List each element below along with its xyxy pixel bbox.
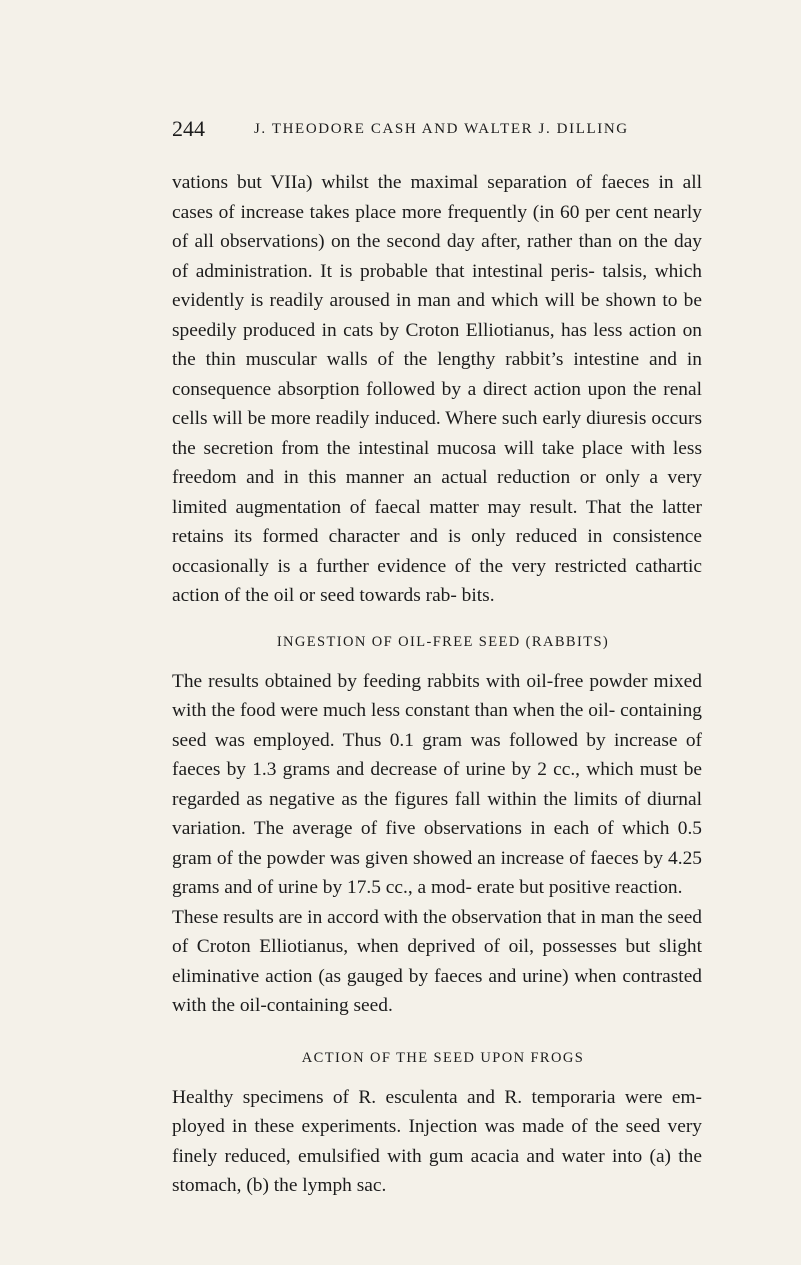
page-number: 244 — [172, 116, 205, 141]
body-text — [172, 168, 702, 1201]
paragraph-accord-observation: These results are in accord with the observation that in man the seed of Croton Elliotianus, when deprived of oil, possesses but slight eliminative action (as gauged by faeces and urine) when contrasted with the oil-containing seed. — [172, 906, 702, 1016]
paragraph-oil-free-results: The results obtained by feeding rabbits with oil-free powder mixed with the food were much less constant than when the oil- containing seed was employed. Thus 0.1 gram was followed by increase of faeces by 1.3 grams and decrease of urine by 2 cc., which must be regarded as negative as the figures fall within the limits of diurnal variation. The average of five observations in each of which 0.5 gram of the powder was given showed an increase of faeces by 4.25 grams and of urine by 17.5 cc., a mod- erate but positive reaction. — [172, 670, 702, 898]
running-title: J. THEODORE CASH AND WALTER J. DILLING — [254, 121, 629, 137]
section-heading-oil-free-seed: INGESTION OF OIL-FREE SEED (RABBITS) — [276, 633, 610, 650]
paragraph-frog-specimens: Healthy specimens of R. esculenta and R. temporaria were em- ployed in these experiments. Injection was made of the seed very finely reduced, emulsified with gum acacia and water into (a) the stomach, (b) the lymph sac. — [172, 1086, 702, 1196]
paragraph-continuation: vations but VIIa) whilst the maximal separation of faeces in all cases of increase takes place more frequently (in 60 per cent nearly of all observations) on the second day after, rather than on the day of administration. It is probable that intestinal peris- talsis, which evidently is readily aroused in man and which will be shown to be speedily produced in cats by Croton Elliotianus, has less action on the thin muscular walls of the lengthy rabbit’s intestine and in consequence absorption followed by a direct action upon the renal cells will be more readily induced. Where such early diuresis occurs the secretion from the intestinal mucosa will take place with less freedom and in this manner an actual reduction or only a very limited augmentation of faecal matter may result. That the latter retains its formed character and is only reduced in consistence occasionally is a further evidence of the very restricted cathartic action of the oil or seed towards rab- bits. — [172, 172, 702, 606]
section-heading-frogs: ACTION OF THE SEED UPON FROGS — [301, 1049, 585, 1066]
